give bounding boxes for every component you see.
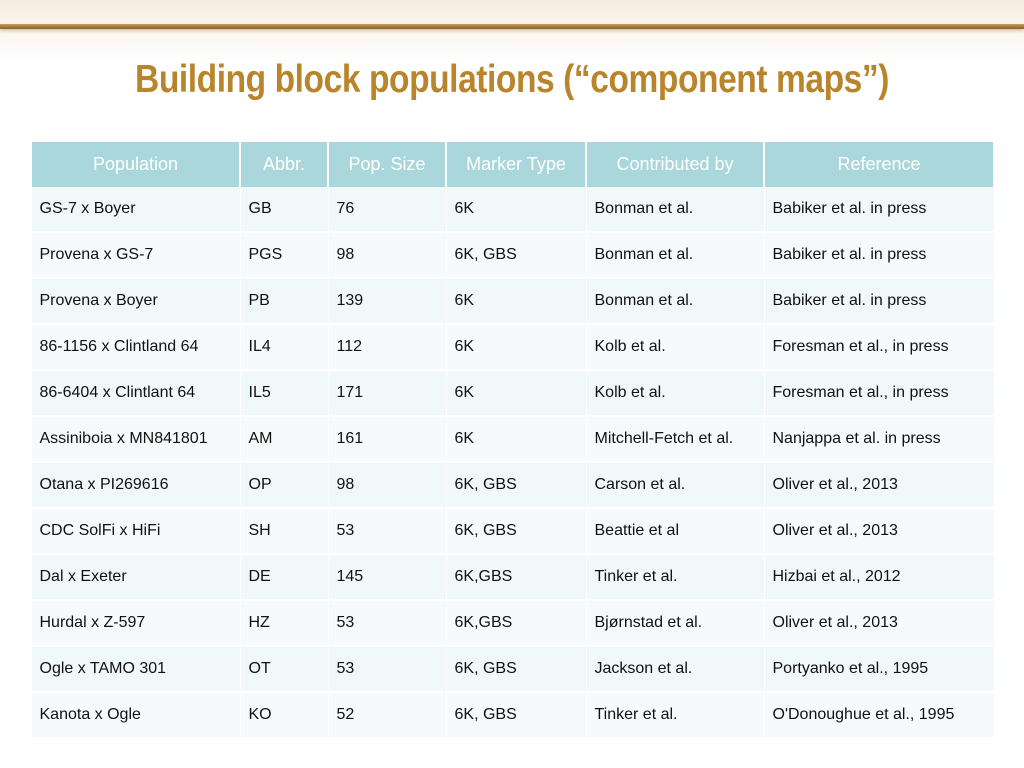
cell-reference: Babiker et al. in press: [764, 278, 994, 324]
cell-abbr: GB: [240, 187, 328, 232]
table-header-row: [31, 142, 994, 187]
table-row: [31, 278, 994, 324]
cell-population: 86-1156 x Clintland 64: [31, 324, 240, 370]
header-marker-type: Marker Type: [446, 142, 586, 187]
cell-reference: Babiker et al. in press: [764, 187, 994, 232]
cell-population: Otana x PI269616: [31, 462, 240, 508]
cell-population: Dal x Exeter: [31, 554, 240, 600]
cell-abbr: PGS: [240, 232, 328, 278]
cell-marker-type: 6K, GBS: [446, 462, 586, 508]
cell-abbr: PB: [240, 278, 328, 324]
cell-contributed-by: Carson et al.: [586, 462, 764, 508]
cell-contributed-by: Tinker et al.: [586, 692, 764, 738]
cell-abbr: IL4: [240, 324, 328, 370]
cell-abbr: DE: [240, 554, 328, 600]
cell-population: Hurdal x Z-597: [31, 600, 240, 646]
cell-population: Ogle x TAMO 301: [31, 646, 240, 692]
cell-population: Kanota x Ogle: [31, 692, 240, 738]
cell-pop-size: 53: [328, 646, 446, 692]
cell-contributed-by: Jackson et al.: [586, 646, 764, 692]
cell-population: CDC SolFi x HiFi: [31, 508, 240, 554]
cell-marker-type: 6K: [446, 324, 586, 370]
table-row: [31, 554, 994, 600]
header-pop-size: Pop. Size: [328, 142, 446, 187]
cell-marker-type: 6K: [446, 370, 586, 416]
cell-reference: Oliver et al., 2013: [764, 462, 994, 508]
cell-abbr: SH: [240, 508, 328, 554]
cell-contributed-by: Bonman et al.: [586, 187, 764, 232]
cell-abbr: OT: [240, 646, 328, 692]
cell-abbr: IL5: [240, 370, 328, 416]
cell-pop-size: 112: [328, 324, 446, 370]
cell-pop-size: 98: [328, 462, 446, 508]
cell-marker-type: 6K,GBS: [446, 554, 586, 600]
cell-pop-size: 53: [328, 508, 446, 554]
cell-abbr: HZ: [240, 600, 328, 646]
cell-pop-size: 53: [328, 600, 446, 646]
cell-marker-type: 6K: [446, 278, 586, 324]
cell-contributed-by: Mitchell-Fetch et al.: [586, 416, 764, 462]
cell-reference: Babiker et al. in press: [764, 232, 994, 278]
cell-reference: Foresman et al., in press: [764, 370, 994, 416]
cell-marker-type: 6K: [446, 416, 586, 462]
cell-contributed-by: Bonman et al.: [586, 232, 764, 278]
header-reference: Reference: [764, 142, 994, 187]
cell-contributed-by: Beattie et al: [586, 508, 764, 554]
cell-contributed-by: Kolb et al.: [586, 324, 764, 370]
cell-abbr: KO: [240, 692, 328, 738]
cell-marker-type: 6K, GBS: [446, 508, 586, 554]
cell-marker-type: 6K,GBS: [446, 600, 586, 646]
slide-title: Building block populations (“component maps”): [135, 58, 889, 101]
cell-population: Provena x Boyer: [31, 278, 240, 324]
table-row: [31, 324, 994, 370]
cell-population: GS-7 x Boyer: [31, 187, 240, 232]
cell-marker-type: 6K, GBS: [446, 646, 586, 692]
cell-reference: Portyanko et al., 1995: [764, 646, 994, 692]
cell-pop-size: 171: [328, 370, 446, 416]
table-row: [31, 646, 994, 692]
cell-pop-size: 98: [328, 232, 446, 278]
cell-reference: Foresman et al., in press: [764, 324, 994, 370]
cell-marker-type: 6K, GBS: [446, 232, 586, 278]
table-row: [31, 416, 994, 462]
header-rule: [0, 24, 1024, 29]
cell-marker-type: 6K: [446, 187, 586, 232]
header-contributed-by: Contributed by: [586, 142, 764, 187]
cell-pop-size: 145: [328, 554, 446, 600]
cell-pop-size: 139: [328, 278, 446, 324]
cell-abbr: AM: [240, 416, 328, 462]
table-row: [31, 508, 994, 554]
cell-abbr: OP: [240, 462, 328, 508]
header-population: Population: [31, 142, 240, 187]
cell-reference: Oliver et al., 2013: [764, 600, 994, 646]
cell-reference: Nanjappa et al. in press: [764, 416, 994, 462]
table-row: [31, 370, 994, 416]
cell-pop-size: 76: [328, 187, 446, 232]
cell-contributed-by: Bonman et al.: [586, 278, 764, 324]
cell-pop-size: 161: [328, 416, 446, 462]
table-row: [31, 232, 994, 278]
cell-population: Provena x GS-7: [31, 232, 240, 278]
cell-reference: Hizbai et al., 2012: [764, 554, 994, 600]
cell-marker-type: 6K, GBS: [446, 692, 586, 738]
table-row: [31, 600, 994, 646]
header-band: [0, 0, 1024, 62]
cell-reference: O'Donoughue et al., 1995: [764, 692, 994, 738]
cell-contributed-by: Bjørnstad et al.: [586, 600, 764, 646]
cell-contributed-by: Tinker et al.: [586, 554, 764, 600]
cell-contributed-by: Kolb et al.: [586, 370, 764, 416]
table-row: [31, 187, 994, 232]
cell-reference: Oliver et al., 2013: [764, 508, 994, 554]
cell-population: 86-6404 x Clintlant 64: [31, 370, 240, 416]
cell-pop-size: 52: [328, 692, 446, 738]
table-row: [31, 692, 994, 738]
population-table: [30, 142, 995, 739]
header-abbr: Abbr.: [240, 142, 328, 187]
table-row: [31, 462, 994, 508]
cell-population: Assiniboia x MN841801: [31, 416, 240, 462]
